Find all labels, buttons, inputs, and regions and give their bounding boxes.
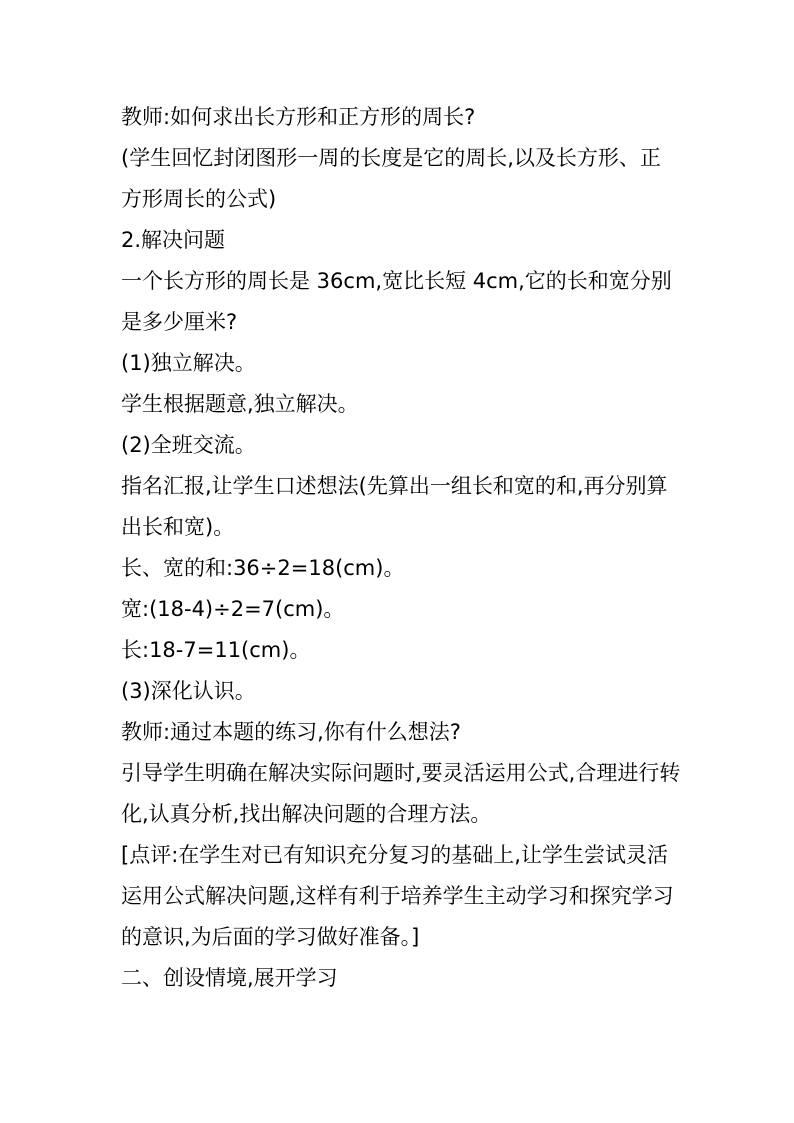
teacher-question-thoughts: 教师:通过本题的练习,你有什么想法? bbox=[121, 720, 461, 744]
document-body bbox=[121, 97, 681, 999]
guidance-text: 引导学生明确在解决实际问题时,要灵活运用公式,合理进行转化,认真分析,找出解决问题的合理方法。 bbox=[121, 761, 681, 826]
section-heading-create-scenario: 二、创设情境,展开学习 bbox=[121, 966, 338, 990]
calc-length: 长:18-7=11(cm)。 bbox=[121, 638, 311, 662]
step-deepen-understanding: (3)深化认识。 bbox=[121, 679, 256, 703]
student-solve-text: 学生根据题意,独立解决。 bbox=[121, 392, 359, 416]
student-recall-note: (学生回忆封闭图形一周的长度是它的周长,以及长方形、正方形周长的公式) bbox=[121, 146, 661, 211]
step-independent-solve: (1)独立解决。 bbox=[121, 351, 256, 375]
section-heading-solve-problem: 2.解决问题 bbox=[121, 228, 226, 252]
step-class-exchange: (2)全班交流。 bbox=[121, 433, 256, 457]
commentary-text: [点评:在学生对已有知识充分复习的基础上,让学生尝试灵活运用公式解决问题,这样有利于培养学生主动学习和探究学习的意识,为后面的学习做好准备。] bbox=[121, 843, 674, 949]
calc-sum: 长、宽的和:36÷2=18(cm)。 bbox=[121, 556, 405, 580]
report-text: 指名汇报,让学生口述想法(先算出一组长和宽的和,再分别算出长和宽)。 bbox=[121, 474, 668, 539]
calc-width: 宽:(18-4)÷2=7(cm)。 bbox=[121, 597, 345, 621]
problem-statement: 一个长方形的周长是 36cm,宽比长短 4cm,它的长和宽分别是多少厘米? bbox=[121, 269, 672, 334]
teacher-question-perimeter: 教师:如何求出长方形和正方形的周长? bbox=[121, 105, 476, 129]
